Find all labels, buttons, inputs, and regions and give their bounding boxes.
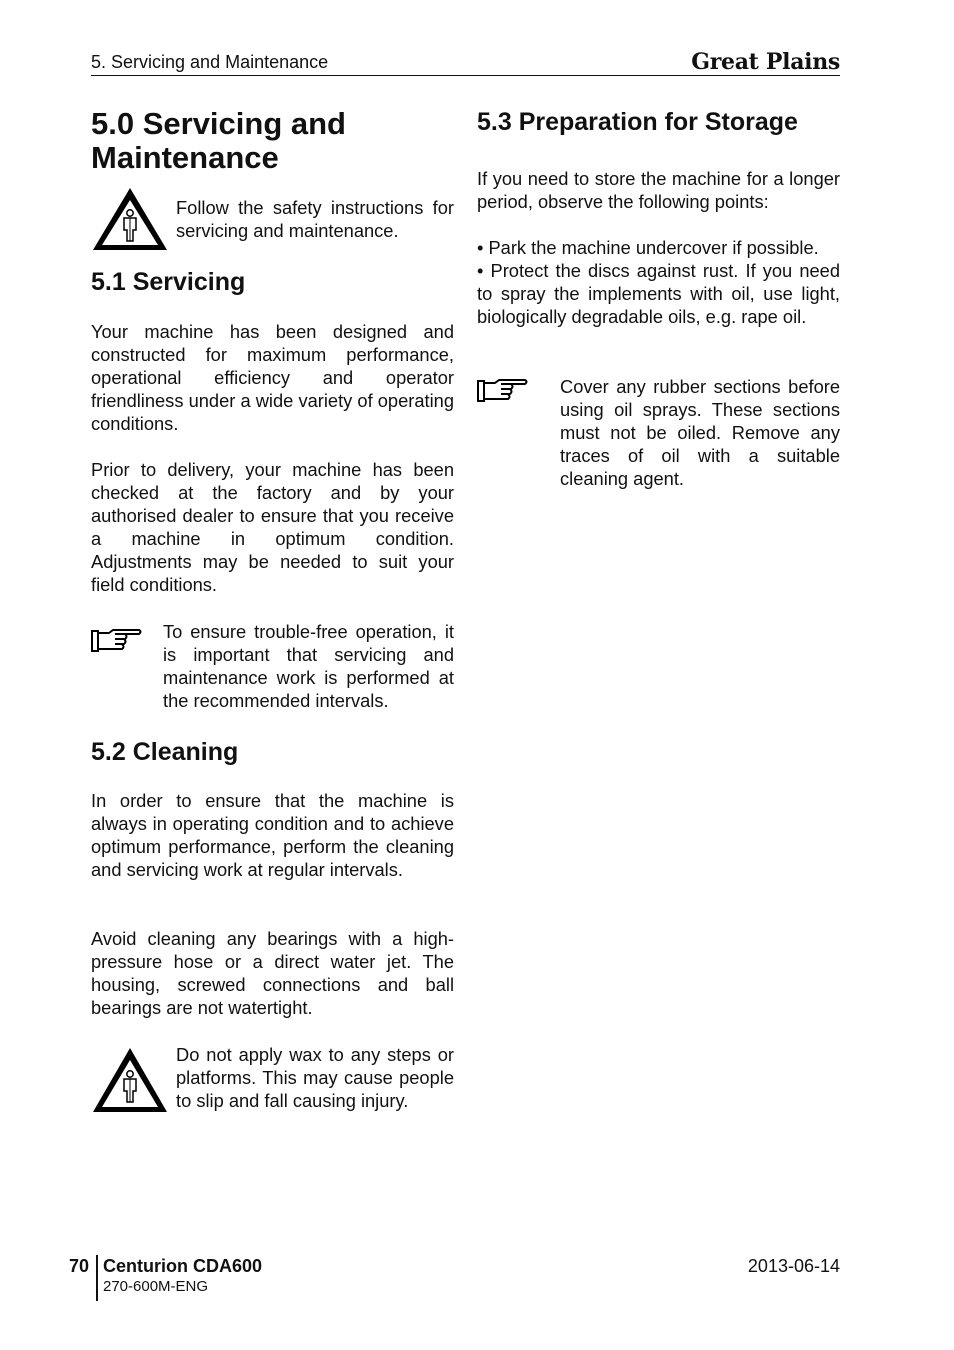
page-title: 5.0 Servicing and Maintenance [91, 106, 346, 175]
pointing-hand-icon [91, 628, 143, 654]
warning-triangle-icon [91, 1046, 169, 1114]
brand-logo: Great Plains [691, 49, 840, 75]
storage-note: Cover any rubber sections before using oil sprays. These sections must not be oiled. Remove any traces of oil with a suitable cleaning agent. [560, 376, 840, 489]
cleaning-warning: Do not apply wax to any steps or platforms. This may cause people to slip and fall causing injury. [176, 1044, 454, 1111]
warning-triangle-icon [91, 186, 169, 252]
heading-storage: 5.3 Preparation for Storage [477, 108, 798, 136]
pointing-hand-icon [477, 378, 529, 404]
heading-servicing: 5.1 Servicing [91, 268, 246, 296]
servicing-paragraph-2: Prior to delivery, your machine has been checked at the factory and by your authorised dealer to ensure that you receive a machine in optimum condition. Adjustments may be needed to suit your field conditions. [91, 459, 454, 595]
footer-doc-number: 270-600M-ENG [103, 1278, 209, 1295]
safety-note: Follow the safety instructions for servicing and maintenance. [176, 197, 454, 241]
storage-bullet-2: • Protect the discs against rust. If you need to spray the implements with oil, use light, biologically degradable oils, e.g. rape oil. [477, 260, 840, 327]
heading-cleaning: 5.2 Cleaning [91, 738, 239, 766]
footer-divider [96, 1255, 98, 1301]
header-divider [91, 75, 840, 76]
footer-date: 2013-06-14 [747, 1256, 840, 1276]
storage-intro: If you need to store the machine for a longer period, observe the following points: [477, 168, 840, 212]
page-number: 70 [69, 1256, 90, 1276]
running-header-section: 5. Servicing and Maintenance [91, 52, 329, 72]
storage-bullet-1: • Park the machine undercover if possible. [477, 237, 819, 258]
servicing-note: To ensure trouble-free operation, it is important that servicing and maintenance work is performed at the recommended intervals. [163, 621, 454, 711]
cleaning-paragraph-1: In order to ensure that the machine is always in operating condition and to achieve optimum performance, perform the cleaning and servicing work at regular intervals. [91, 790, 454, 880]
cleaning-paragraph-2: Avoid cleaning any bearings with a high-pressure hose or a direct water jet. The housing, screwed connections and ball bearings are not watertight. [91, 928, 454, 1018]
footer-model: Centurion CDA600 [103, 1256, 263, 1276]
servicing-paragraph-1: Your machine has been designed and constructed for maximum performance, operational efficiency and operator friendliness under a wide variety of operating conditions. [91, 321, 454, 434]
